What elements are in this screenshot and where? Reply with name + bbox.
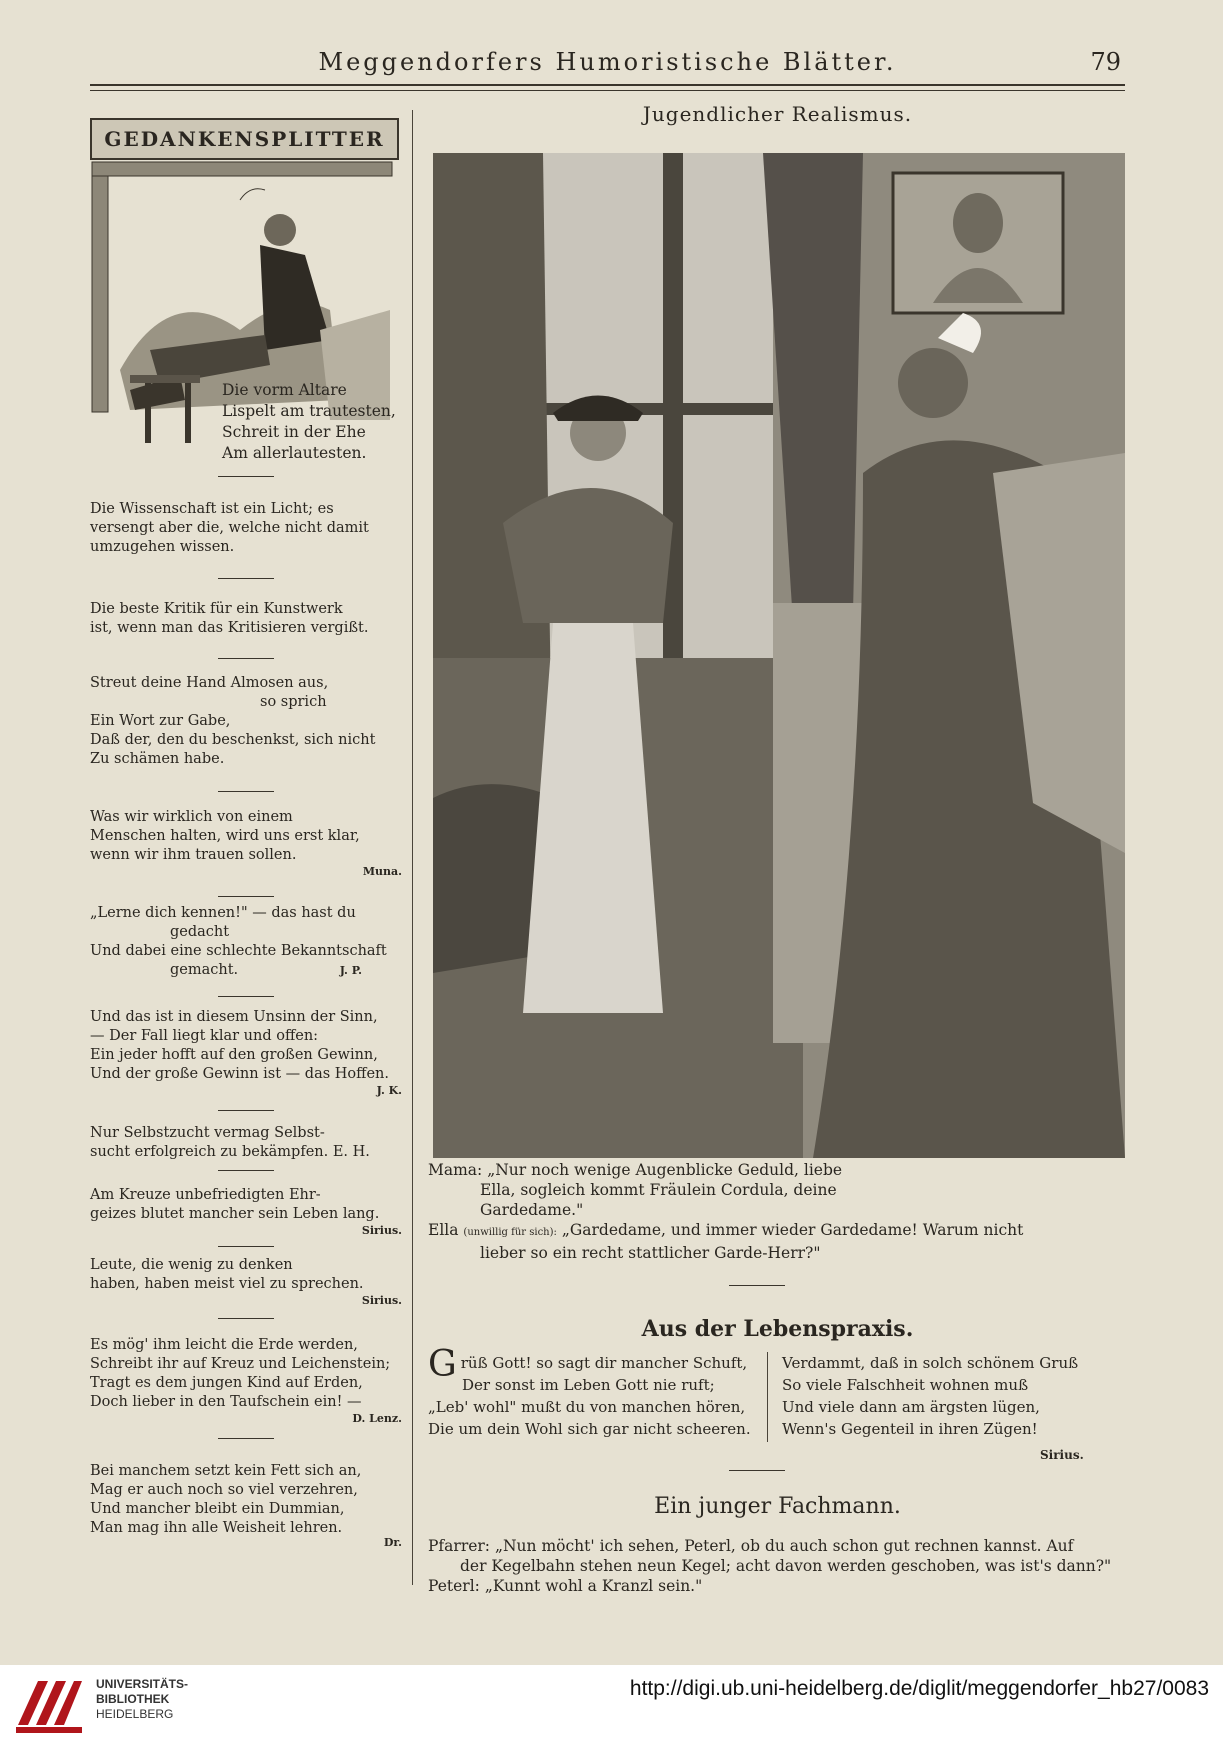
separator bbox=[218, 578, 274, 579]
text-line: Nur Selbstzucht vermag Selbst- bbox=[90, 1125, 325, 1141]
text-line: haben, haben meist viel zu sprechen. bbox=[90, 1276, 364, 1292]
stage-direction: (unwillig für sich): bbox=[463, 1227, 557, 1238]
author-signature: Sirius. bbox=[361, 1294, 402, 1307]
text-line: Bei manchem setzt kein Fett sich an, bbox=[90, 1463, 362, 1479]
drop-cap: G bbox=[428, 1344, 457, 1385]
header-rule bbox=[90, 90, 1125, 91]
text-line: so sprich bbox=[260, 694, 327, 710]
author-signature: D. Lenz. bbox=[352, 1412, 402, 1425]
text-line: Zu schämen habe. bbox=[90, 751, 225, 767]
text-line: Man mag ihn alle Weisheit lehren. bbox=[90, 1520, 343, 1536]
caption-line: lieber so ein recht stattlicher Garde-Herr?" bbox=[480, 1244, 821, 1262]
column-divider bbox=[412, 110, 413, 1585]
dialogue-line: „Kunnt wohl a Kranzl sein." bbox=[484, 1577, 703, 1595]
page-number: 79 bbox=[1090, 48, 1121, 76]
aphorism bbox=[90, 674, 402, 769]
caption-line: „Nur noch wenige Augenblicke Geduld, liebe bbox=[487, 1161, 843, 1179]
poem-line: Die vorm Altare bbox=[222, 381, 347, 399]
speaker-name: Pfarrer: bbox=[428, 1537, 491, 1555]
text-line: umzugehen wissen. bbox=[90, 539, 235, 555]
poem-line: Lispelt am trautesten, bbox=[222, 402, 396, 420]
journal-title: Meggendorfers Humoristische Blätter. bbox=[318, 48, 897, 76]
poem-column-right bbox=[782, 1352, 1112, 1440]
separator bbox=[218, 1438, 274, 1439]
library-name-line: UNIVERSITÄTS- bbox=[96, 1677, 189, 1691]
aphorism bbox=[90, 1462, 402, 1550]
author-signature: Sirius. bbox=[1040, 1448, 1084, 1462]
vignette-poem bbox=[222, 380, 402, 464]
text-line: Tragt es dem jungen Kind auf Erden, bbox=[90, 1375, 363, 1391]
separator bbox=[218, 476, 274, 477]
poem-line: Der sonst im Leben Gott nie ruft; bbox=[462, 1376, 715, 1394]
text-line: Und dabei eine schlechte Bekanntschaft bbox=[90, 943, 387, 959]
text-line: Mag er auch noch so viel verzehren, bbox=[90, 1482, 358, 1498]
speaker-name: Mama: bbox=[428, 1161, 483, 1179]
illustration-caption bbox=[428, 1160, 1128, 1263]
library-name bbox=[96, 1677, 188, 1722]
library-name-line: BIBLIOTHEK bbox=[96, 1692, 170, 1706]
poem-line: Wenn's Gegenteil in ihren Zügen! bbox=[782, 1420, 1038, 1438]
text-line: Daß der, den du beschenkst, sich nicht bbox=[90, 732, 376, 748]
poem-line: Am allerlautesten. bbox=[222, 444, 367, 462]
speaker-name: Ella bbox=[428, 1221, 459, 1239]
poem-line: Die um dein Wohl sich gar nicht scheeren. bbox=[428, 1420, 751, 1438]
author-signature: Dr. bbox=[383, 1536, 402, 1549]
text-line: Ein Wort zur Gabe, bbox=[90, 713, 231, 729]
text-line: Es mög' ihm leicht die Erde werden, bbox=[90, 1337, 358, 1353]
text-line: Doch lieber in den Taufschein ein! — bbox=[90, 1394, 362, 1410]
author-signature: Muna. bbox=[362, 865, 402, 878]
text-line: Was wir wirklich von einem bbox=[90, 809, 293, 825]
poem-column-left bbox=[428, 1344, 753, 1440]
aphorism bbox=[90, 1256, 402, 1308]
author-signature: J. K. bbox=[376, 1084, 402, 1097]
text-line: sucht erfolgreich zu bekämpfen. E. H. bbox=[90, 1144, 370, 1160]
author-signature: J. P. bbox=[339, 964, 362, 977]
poem-line: rüß Gott! so sagt dir mancher Schuft, bbox=[460, 1354, 748, 1372]
text-line: „Lerne dich kennen!" — das hast du bbox=[90, 905, 356, 921]
aphorism bbox=[90, 600, 402, 638]
aphorism bbox=[90, 1186, 402, 1238]
section-banner: GEDANKENSPLITTER bbox=[90, 118, 399, 160]
caption-line: „Gardedame, und immer wieder Gardedame! Warum nicht bbox=[561, 1221, 1024, 1239]
text-line: wenn wir ihm trauen sollen. bbox=[90, 847, 297, 863]
text-line: — Der Fall liegt klar und offen: bbox=[90, 1028, 319, 1044]
separator bbox=[218, 1110, 274, 1111]
library-name-line: HEIDELBERG bbox=[96, 1707, 174, 1721]
author-signature: Sirius. bbox=[361, 1224, 402, 1237]
dialogue-text bbox=[428, 1536, 1128, 1596]
poem-line: Und viele dann am ärgsten lügen, bbox=[782, 1398, 1040, 1416]
separator bbox=[218, 896, 274, 897]
dialogue-line: der Kegelbahn stehen neun Kegel; acht davon werden geschoben, was ist's dann?" bbox=[460, 1557, 1112, 1575]
library-footer bbox=[0, 1665, 1223, 1750]
text-line: Und der große Gewinn ist — das Hoffen. bbox=[90, 1066, 389, 1082]
library-logo-icon bbox=[14, 1675, 86, 1737]
source-url-link[interactable]: http://digi.ub.uni-heidelberg.de/diglit/meggendorfer_hb27/0083 bbox=[629, 1677, 1209, 1700]
poem-line: Schreit in der Ehe bbox=[222, 423, 366, 441]
speaker-name: Peterl: bbox=[428, 1577, 480, 1595]
separator bbox=[218, 1170, 274, 1171]
illustration-title: Jugendlicher Realismus. bbox=[642, 102, 913, 126]
separator bbox=[218, 1318, 274, 1319]
aphorism bbox=[90, 500, 402, 557]
section-title: Aus der Lebenspraxis. bbox=[641, 1316, 914, 1342]
text-line: Ein jeder hofft auf den großen Gewinn, bbox=[90, 1047, 378, 1063]
text-line: Und mancher bleibt ein Dummian, bbox=[90, 1501, 345, 1517]
text-line: Am Kreuze unbefriedigten Ehr- bbox=[90, 1187, 321, 1203]
caption-line: Ella, sogleich kommt Fräulein Cordula, deine bbox=[480, 1181, 837, 1199]
running-header bbox=[90, 44, 1125, 86]
text-line: Menschen halten, wird uns erst klar, bbox=[90, 828, 360, 844]
text-line: gedacht bbox=[170, 924, 230, 940]
separator bbox=[218, 996, 274, 997]
text-line: versengt aber die, welche nicht damit bbox=[90, 520, 369, 536]
caption-line: Gardedame." bbox=[480, 1201, 584, 1219]
separator bbox=[218, 658, 274, 659]
aphorism bbox=[90, 904, 402, 978]
text-line: geizes blutet mancher sein Leben lang. bbox=[90, 1206, 380, 1222]
text-line: gemacht. bbox=[170, 962, 239, 978]
dialogue-line: „Nun möcht' ich sehen, Peterl, ob du auch schon gut rechnen kannst. Auf bbox=[494, 1537, 1074, 1555]
poem-line: Verdammt, daß in solch schönem Gruß bbox=[782, 1354, 1079, 1372]
poem-line: „Leb' wohl" mußt du von manchen hören, bbox=[428, 1398, 746, 1416]
text-line: Leute, die wenig zu denken bbox=[90, 1257, 293, 1273]
aphorism bbox=[90, 808, 402, 879]
poem-divider bbox=[767, 1352, 768, 1442]
aphorism bbox=[90, 1124, 402, 1162]
text-line: Die Wissenschaft ist ein Licht; es bbox=[90, 501, 334, 517]
engraving-illustration bbox=[433, 153, 1125, 1158]
aphorism bbox=[90, 1336, 402, 1426]
separator bbox=[729, 1470, 785, 1471]
poem-line: So viele Falschheit wohnen muß bbox=[782, 1376, 1029, 1394]
separator bbox=[729, 1285, 785, 1286]
separator bbox=[218, 791, 274, 792]
separator bbox=[218, 1246, 274, 1247]
text-line: Die beste Kritik für ein Kunstwerk bbox=[90, 601, 343, 617]
text-line: Schreibt ihr auf Kreuz und Leichenstein; bbox=[90, 1356, 391, 1372]
text-line: Und das ist in diesem Unsinn der Sinn, bbox=[90, 1009, 378, 1025]
text-line: ist, wenn man das Kritisieren vergißt. bbox=[90, 620, 369, 636]
section-title: Ein junger Fachmann. bbox=[654, 1494, 901, 1519]
aphorism bbox=[90, 1008, 402, 1098]
text-line: Streut deine Hand Almosen aus, bbox=[90, 675, 329, 691]
